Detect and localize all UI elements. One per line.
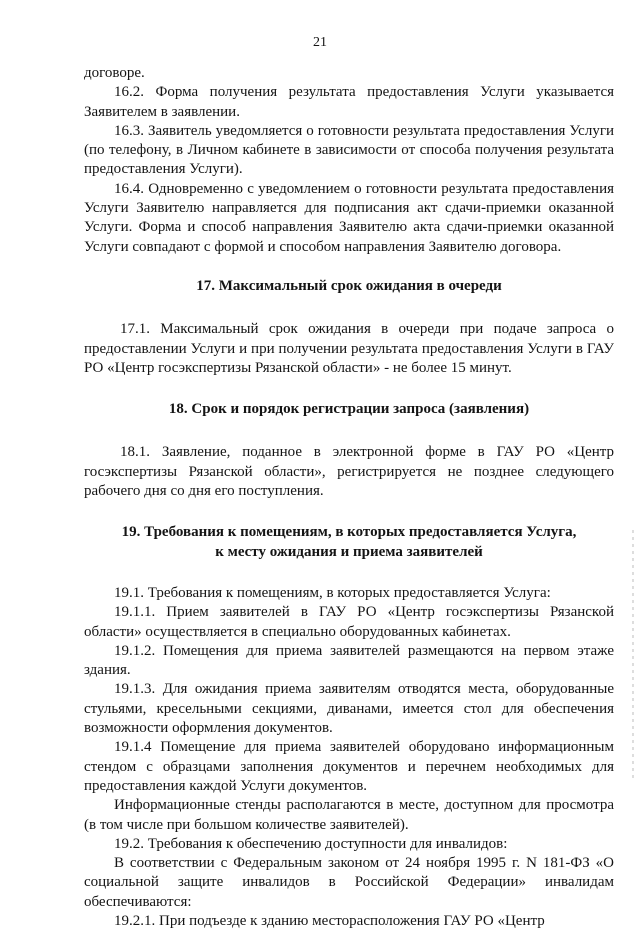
paragraph-info-stands: Информационные стенды располагаются в месте, доступном для просмотра (в том числе при большом количестве заявителей). <box>84 797 614 833</box>
document-body <box>84 64 614 931</box>
section-17-heading: 17. Максимальный срок ожидания в очереди <box>196 277 502 294</box>
section-18-heading: 18. Срок и порядок регистрации запроса (заявления) <box>168 401 530 418</box>
paragraph-19-1-2: 19.1.2. Помещения для приема заявителей размещаются на первом этаже здания. <box>84 642 614 679</box>
paragraph-19-2: 19.2. Требования к обеспечению доступности для инвалидов: <box>114 835 508 852</box>
page-number: 21 <box>313 35 327 50</box>
section-19-heading <box>84 523 614 562</box>
paragraph-16-2: 16.2. Форма получения результата предоставления Услуги указывается Заявителем в заявлении. <box>84 84 614 120</box>
paragraph-federal-law: В соответствии с Федеральным законом от 24 ноября 1995 г. N 181-ФЗ «О социальной защите инвалидов в Российской Федерации» инвалидам обеспечиваются: <box>84 855 614 910</box>
paragraph-17-1: 17.1. Максимальный срок ожидания в очереди при подаче запроса о предоставлении Услуги и при получении результата предоставления Услуги в ГАУ РО «Центр госэкспертизы Рязанской области» - не более 15 минут. <box>84 321 614 376</box>
paragraph-16-4: 16.4. Одновременно с уведомлением о готовности результата предоставления Услуги Заявителю направляется для подписания акт сдачи-приемки оказанной Услуги. Форма и способ направления Заявителю акта сдачи-приемки оказанной Услуги совпадают с формой и способом направления Заявителю договора. <box>84 180 614 255</box>
paragraph-19-2-1: 19.2.1. При подъезде к зданию месторасположения ГАУ РО «Центр <box>114 912 545 929</box>
paragraph-18-1: 18.1. Заявление, поданное в электронной форме в ГАУ РО «Центр госэкспертизы Рязанской области», регистрируется не позднее следующего рабочего дня со дня его поступления. <box>84 444 614 500</box>
scan-edge-artifact <box>632 530 634 780</box>
section-19-heading-line-1: 19. Требования к помещениям, в которых предоставляется Услуга, <box>121 524 577 541</box>
paragraph-16-3: 16.3. Заявитель уведомляется о готовности результата предоставления Услуги (по телефону, в Личном кабинете в зависимости от способа получения результата предоставления Услуги). <box>84 122 614 178</box>
paragraph-19-1-4: 19.1.4 Помещение для приема заявителей оборудовано информационным стендом с образцами заполнения документов и перечнем необходимых для предоставления каждой Услуги документов. <box>84 739 614 794</box>
section-19-heading-line-2: к месту ожидания и приема заявителей <box>215 543 483 560</box>
paragraph-continuation: договоре. <box>84 65 145 81</box>
paragraph-19-1: 19.1. Требования к помещениям, в которых предоставляется Услуга: <box>114 584 551 601</box>
paragraph-19-1-3: 19.1.3. Для ожидания приема заявителям отводятся места, оборудованные стульями, кресельными секциями, диванами, имеется стол для обеспечения возможности оформления документов. <box>84 681 614 737</box>
paragraph-19-1-1: 19.1.1. Прием заявителей в ГАУ РО «Центр госэкспертизы Рязанской области» осуществляется в специально оборудованных кабинетах. <box>84 604 614 640</box>
